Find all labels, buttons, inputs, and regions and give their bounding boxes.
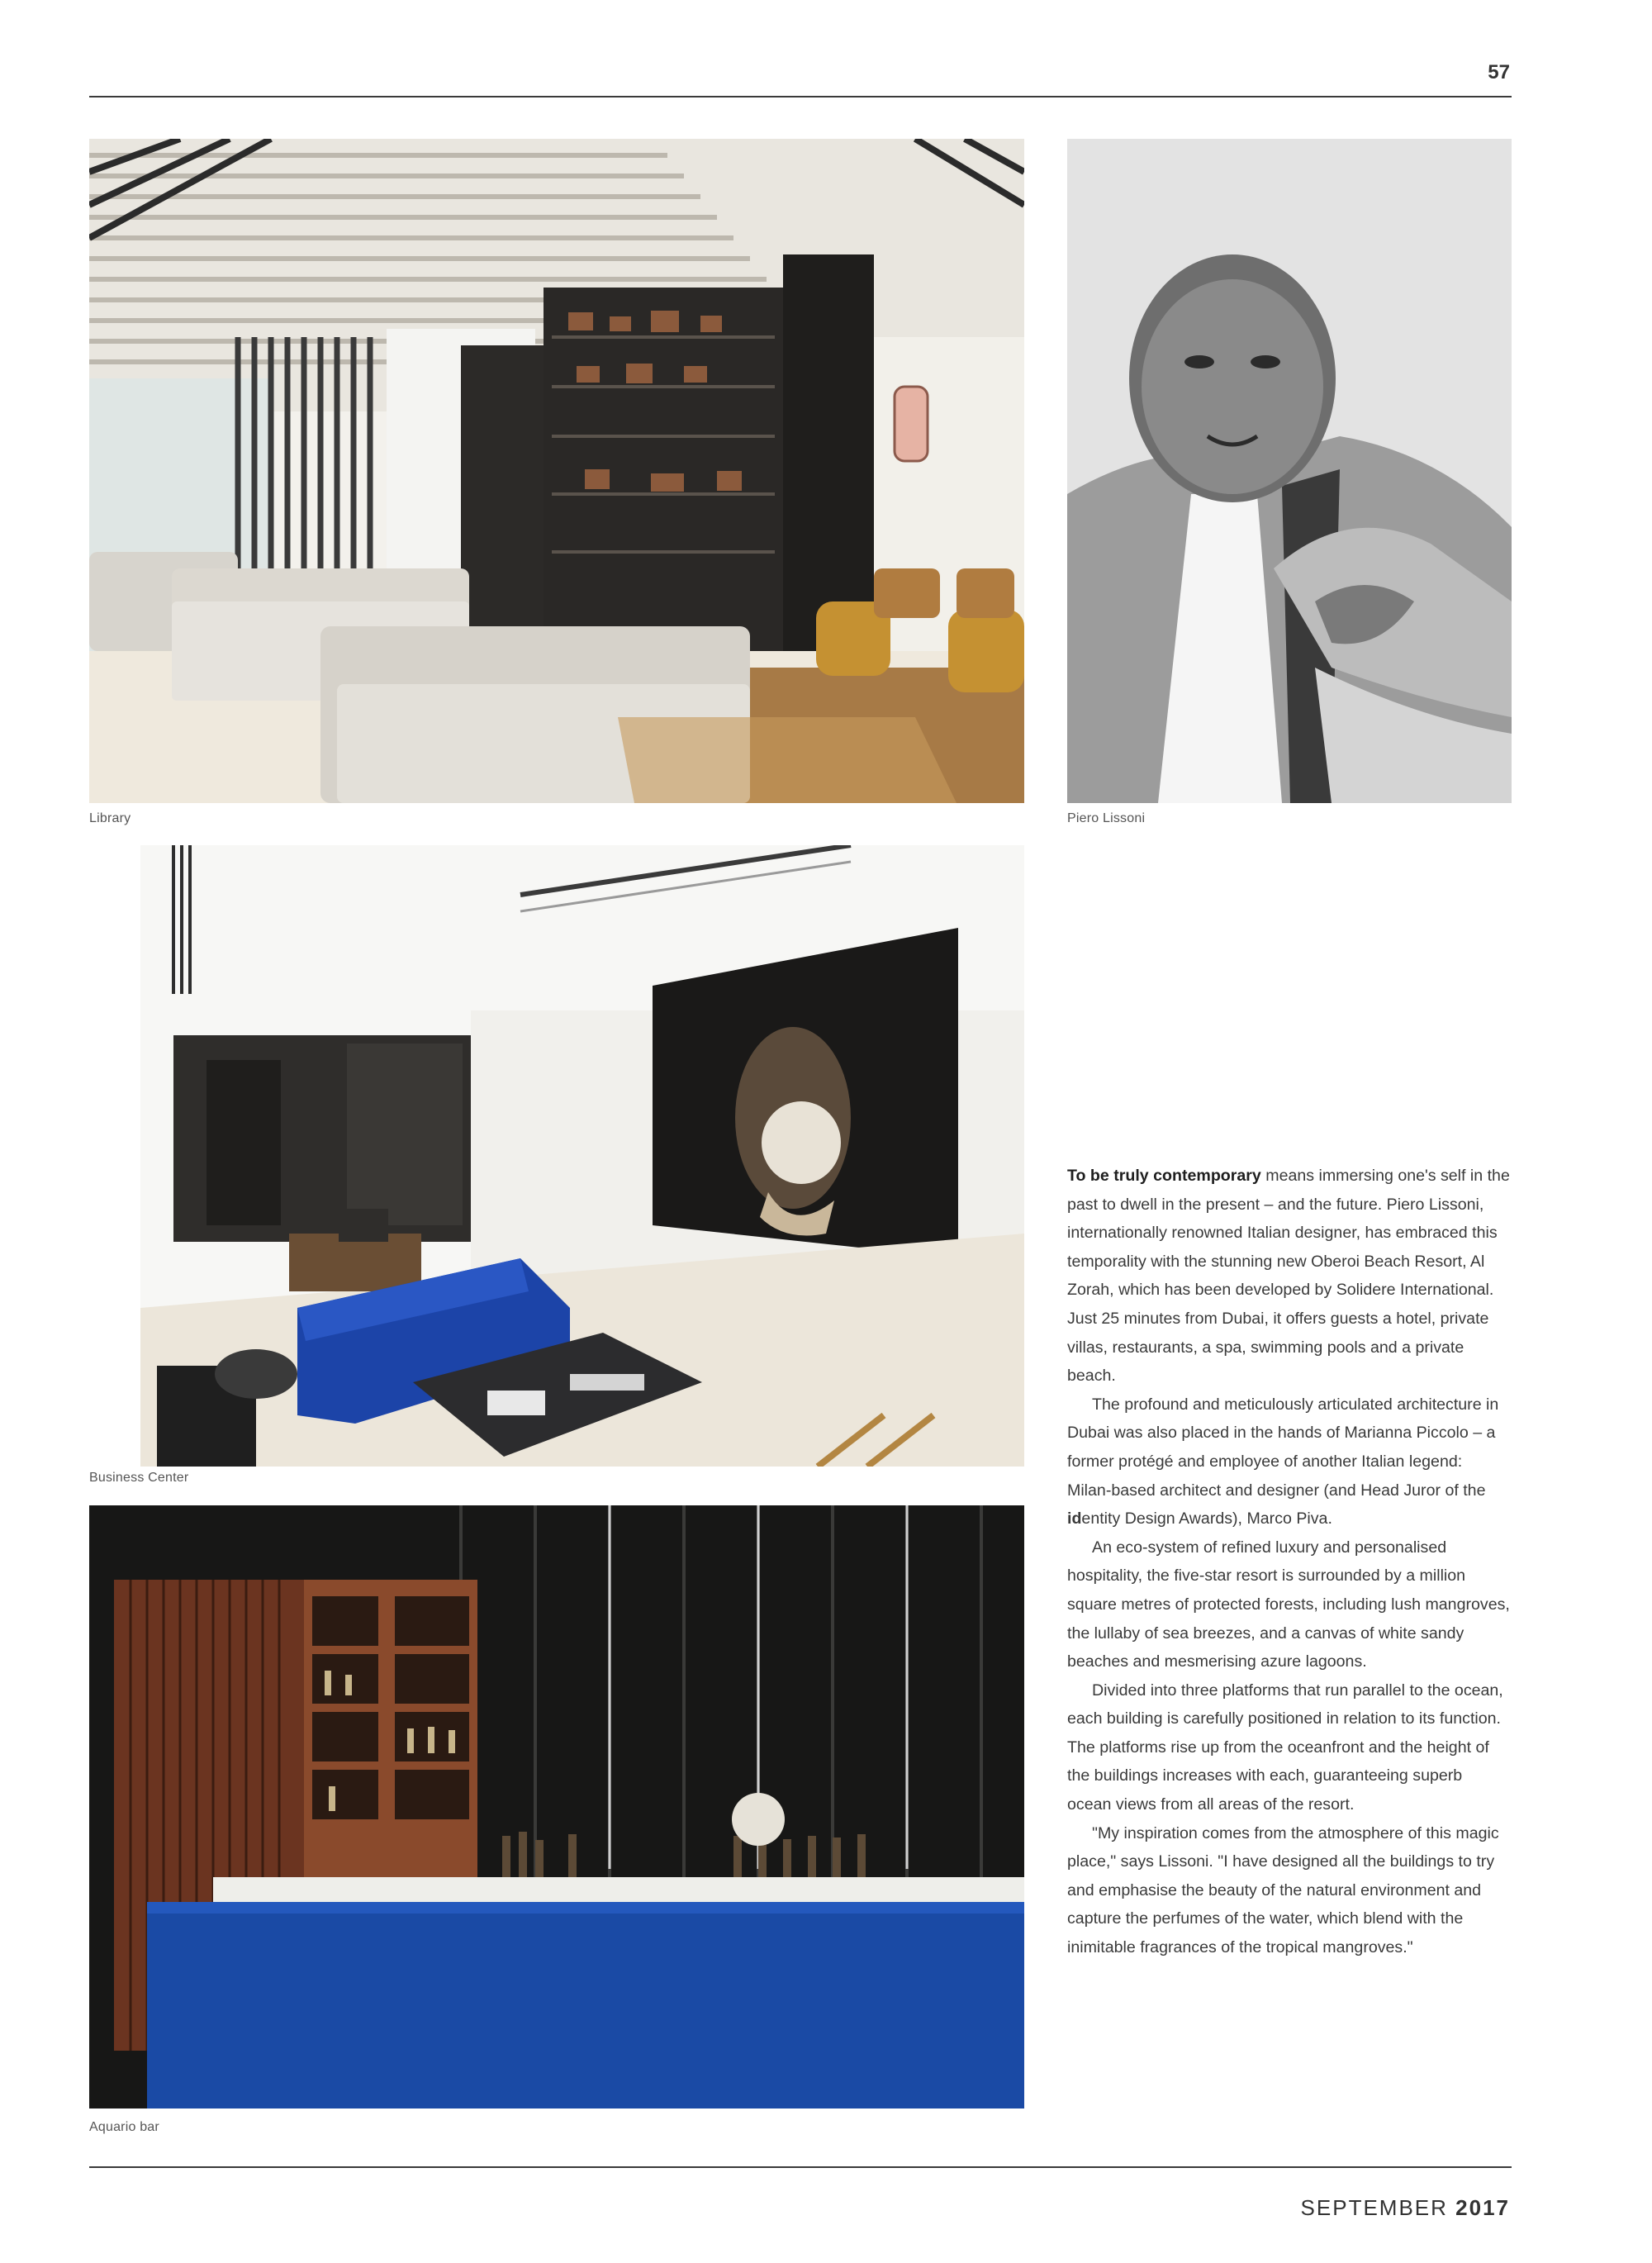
issue-date bbox=[1301, 2195, 1510, 2221]
portrait-photo bbox=[1067, 139, 1512, 803]
article-paragraph-2-text-b: entity Design Awards), Marco Piva. bbox=[1081, 1509, 1332, 1528]
library-caption: Library bbox=[89, 811, 131, 825]
article-paragraph-3: An eco-system of refined luxury and personalised hospitality, the five-star resort is surrounded by a million square metres of protected forests, including lush mangroves, the lullaby of sea breezes, and a canvas of white sandy beaches and mesmerising azure lagoons. bbox=[1067, 1538, 1510, 1671]
article-paragraph-2 bbox=[1067, 1391, 1510, 1533]
business-center-caption: Business Center bbox=[89, 1471, 189, 1485]
footer-rule bbox=[89, 2166, 1512, 2168]
article-paragraph-5: "My inspiration comes from the atmosphere of this magic place," says Lissoni. "I have designed all the buildings to try and emphasise the beauty of the natural environment and capture the perfumes of the water, which blend with the inimitable fragrances of the tropical mangroves." bbox=[1067, 1823, 1499, 1957]
issue-year: 2017 bbox=[1455, 2195, 1510, 2220]
article-paragraph-1 bbox=[1067, 1162, 1510, 1391]
portrait-caption: Piero Lissoni bbox=[1067, 811, 1146, 825]
article-paragraph-4: Divided into three platforms that run parallel to the ocean, each building is carefully positioned in relation to its function. The platforms rise up from the oceanfront and the height of the buildings increases with each, guaranteeing superb ocean views from all areas of the resort. bbox=[1067, 1681, 1503, 1814]
header-rule bbox=[89, 96, 1512, 97]
business-center-photo bbox=[140, 845, 1024, 1467]
article-paragraph-1-text: means immersing one's self in the past to dwell in the present – and the future. Piero Lissoni, internationally renowned Italian designer, has embraced this temporality with the stunning new Oberoi Beach Resort, Al Zorah, which has been developed by Solidere International. Just 25 minutes from Dubai, it offers guests a hotel, private villas, restaurants, a spa, swimming pools and a private beach. bbox=[1067, 1167, 1510, 1386]
article-lead-in: To be truly contemporary bbox=[1067, 1167, 1261, 1185]
article-paragraph-2-text-a: The profound and meticulously articulated architecture in Dubai was also placed in the hands of Marianna Piccolo – a former protégé and employee of another Italian legend: Milan-based architect and designer (and Head Juror of the bbox=[1067, 1395, 1499, 1500]
article-body bbox=[1067, 1162, 1510, 1962]
library-photo bbox=[89, 139, 1024, 803]
aquario-bar-photo bbox=[89, 1505, 1024, 2108]
page-number: 57 bbox=[1488, 61, 1510, 83]
aquario-bar-caption: Aquario bar bbox=[89, 2120, 159, 2134]
issue-month: SEPTEMBER bbox=[1300, 2195, 1448, 2220]
identity-brand-mark: id bbox=[1067, 1509, 1082, 1528]
